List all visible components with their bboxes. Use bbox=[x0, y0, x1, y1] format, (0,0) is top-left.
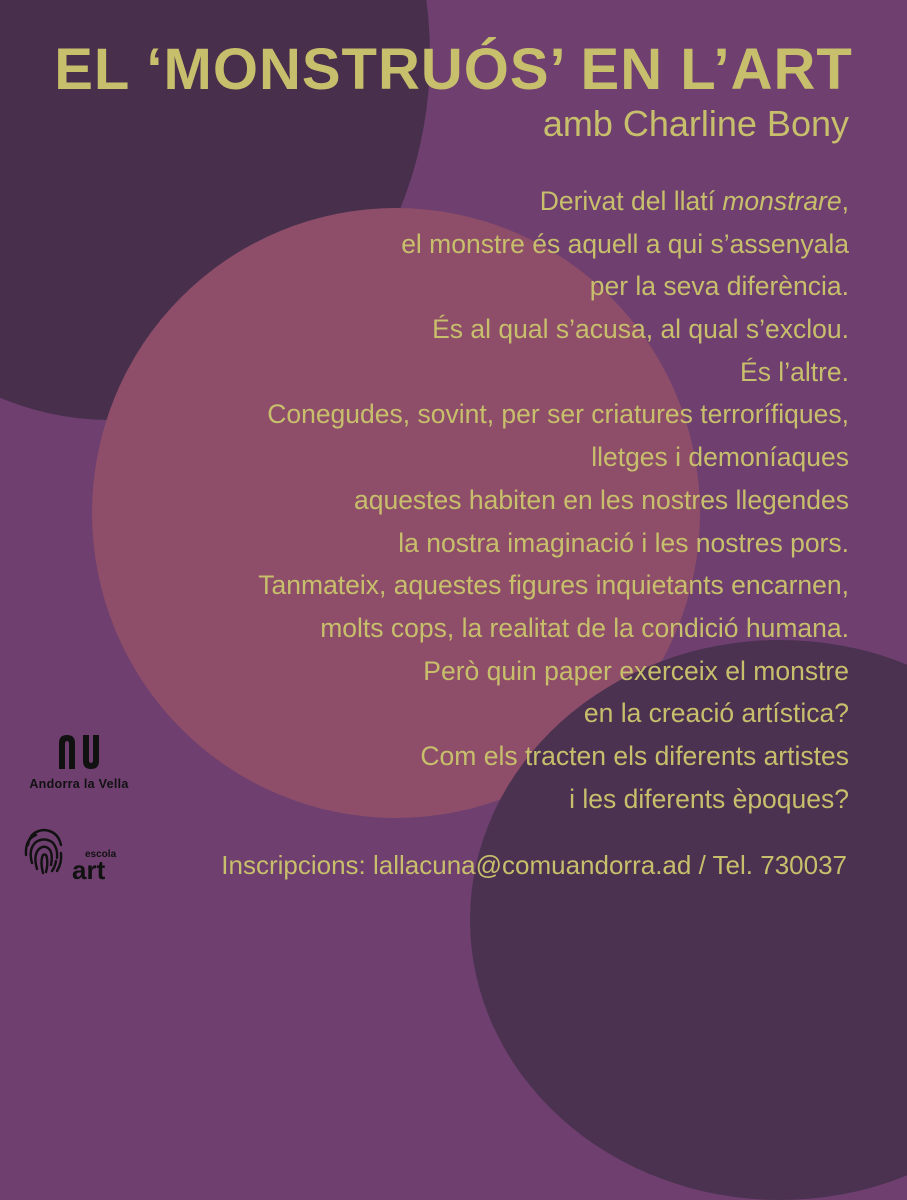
fingerprint-icon bbox=[22, 825, 66, 877]
body-line: en la creació artística? bbox=[583, 698, 849, 729]
body-line: Tanmateix, aquestes figures inquietants encarnen, bbox=[258, 570, 849, 601]
body-line: És al qual s’acusa, al qual s’exclou. bbox=[432, 314, 849, 345]
body-line: Però quin paper exerceix el monstre bbox=[423, 655, 849, 686]
art-label: art bbox=[72, 855, 106, 885]
body-line: Conegudes, sovint, per ser criatures terrorífiques, bbox=[267, 399, 849, 430]
escola-art-logo bbox=[22, 825, 122, 885]
andorra-la-vella-logo bbox=[14, 733, 144, 791]
body-line: i les diferents èpoques? bbox=[569, 783, 849, 814]
body-text bbox=[129, 180, 849, 820]
body-line: la nostra imaginació i les nostres pors. bbox=[398, 527, 849, 558]
body-line: molts cops, la realitat de la condició humana. bbox=[320, 612, 849, 643]
poster-title: EL ‘MONSTRUÓS’ EN L’ART bbox=[54, 37, 853, 102]
body-line: per la seva diferència. bbox=[589, 271, 849, 302]
body-line: És l’altre. bbox=[740, 356, 849, 387]
escola-label: escola bbox=[85, 849, 117, 860]
andorra-label: Andorra la Vella bbox=[29, 777, 129, 791]
contact-info: Inscripcions: lallacuna@comuandorra.ad / Tel. 730037 bbox=[221, 850, 847, 880]
body-line: el monstre és aquell a qui s’assenyala bbox=[401, 228, 849, 259]
poster-subtitle: amb Charline Bony bbox=[542, 103, 849, 144]
body-line: Derivat del llatí monstrare, bbox=[539, 186, 849, 216]
body-line: Com els tracten els diferents artistes bbox=[420, 740, 849, 771]
body-line: aquestes habiten en les nostres llegendes bbox=[353, 484, 849, 515]
body-line: lletges i demoníaques bbox=[591, 442, 849, 473]
nu-logo-icon bbox=[56, 733, 102, 771]
